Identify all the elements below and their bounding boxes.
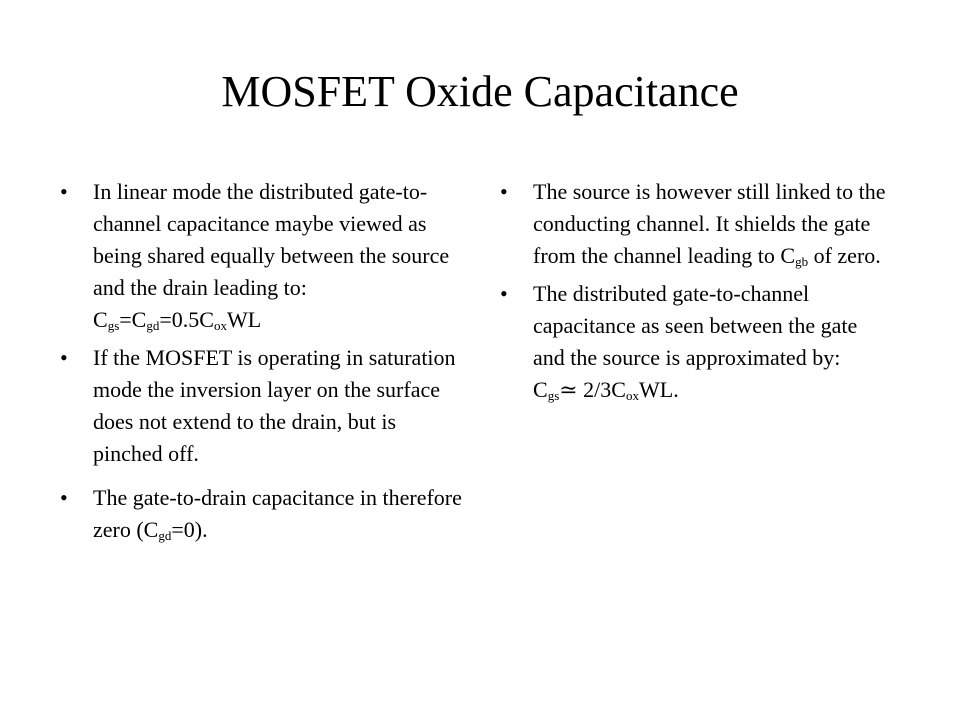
bullet-text-end: of zero. (808, 243, 881, 268)
sub-gd: gd (158, 528, 172, 543)
bullet-icon: • (60, 179, 68, 204)
bullet-saturation-mode (60, 342, 470, 470)
sub-ox: ox (625, 388, 639, 403)
formula-approx: ≃ 2/3C (559, 377, 626, 402)
formula-wl: WL (226, 307, 262, 332)
formula-c: C (93, 307, 108, 332)
bullet-icon: • (500, 281, 508, 306)
bullet-icon: • (60, 485, 68, 510)
bullet-linear-mode (60, 176, 470, 336)
bullet-gate-drain-capacitance (60, 482, 470, 546)
bullet-icon: • (500, 179, 508, 204)
bullet-text: If the MOSFET is operating in saturation mode the inversion layer on the surface does not extend to the drain, but is pinched off. (93, 345, 456, 466)
sub-gs: gs (547, 388, 560, 403)
bullet-icon: • (60, 345, 68, 370)
bullet-text-end: WL. (638, 377, 679, 402)
formula-sub-ox: ox (213, 318, 227, 333)
formula-sub-gd: gd (146, 318, 160, 333)
right-column-bullets (500, 176, 890, 412)
bullet-text-end: =0). (171, 517, 208, 542)
left-column-bullets (60, 176, 470, 552)
sub-gb: gb (795, 254, 809, 269)
formula-eq-c: =C (119, 307, 147, 332)
bullet-distributed-capacitance (500, 278, 890, 406)
formula-sub-gs: gs (107, 318, 120, 333)
formula-eq-half-c: =0.5C (159, 307, 214, 332)
bullet-text: The gate-to-drain capacitance in therefore zero (C (93, 485, 462, 542)
bullet-text: The distributed gate-to-channel capacitance as seen between the gate and the source is approximated by: C (533, 281, 858, 402)
bullet-source-linked (500, 176, 890, 272)
bullet-text: In linear mode the distributed gate-to-channel capacitance maybe viewed as being shared equally between the source and the drain leading to: (93, 179, 450, 300)
slide-title: MOSFET Oxide Capacitance (221, 67, 739, 116)
bullet-text: The source is however still linked to the conducting channel. It shields the gate from the channel leading to C (533, 179, 886, 268)
